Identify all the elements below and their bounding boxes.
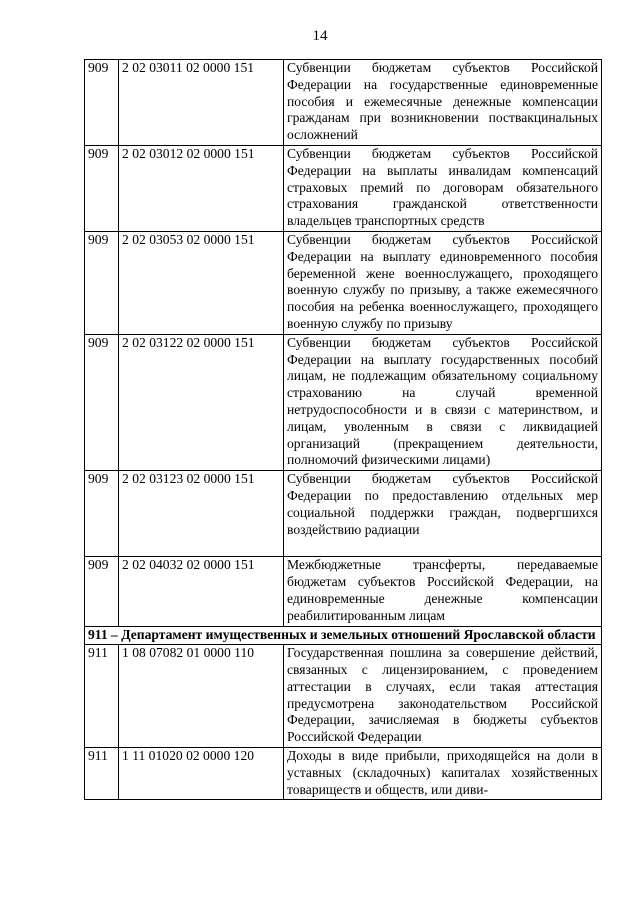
table-row bbox=[85, 334, 602, 470]
admin-code-cell: 911 bbox=[85, 748, 119, 800]
table-row bbox=[85, 145, 602, 231]
revenue-description-cell: Субвенции бюджетам субъектов Российской Федерации на выплату единовременного пособия беременной жене военнослужащего, проходящего военную службу по призыву, а также ежемесячного пособия на ребенка военнослужащего, проходящего военную службу по призыву bbox=[284, 231, 602, 334]
table-row bbox=[85, 471, 602, 557]
admin-code-cell: 909 bbox=[85, 471, 119, 557]
admin-code-cell: 909 bbox=[85, 145, 119, 231]
admin-code-cell: 909 bbox=[85, 334, 119, 470]
revenue-code-cell: 2 02 03053 02 0000 151 bbox=[119, 231, 284, 334]
revenue-code-cell: 2 02 03122 02 0000 151 bbox=[119, 334, 284, 470]
revenue-code-cell: 2 02 04032 02 0000 151 bbox=[119, 557, 284, 626]
table-row bbox=[85, 231, 602, 334]
page-number: 14 bbox=[312, 28, 328, 44]
revenue-description-cell: Субвенции бюджетам субъектов Российской Федерации на выплату государственных пособий лицам, не подлежащим обязательному социальному страхованию на случай временной нетрудоспособности и в связи с материнством, и лицам, уволенным в связи с ликвидацией организаций (прекращением деятельности, полномочий физическими лицами) bbox=[284, 334, 602, 470]
table-row bbox=[85, 60, 602, 146]
revenue-code-cell: 2 02 03012 02 0000 151 bbox=[119, 145, 284, 231]
revenue-description-cell: Межбюджетные трансферты, передаваемые бюджетам субъектов Российской Федерации, на единовременные денежные компенсации реабилитированным лицам bbox=[284, 557, 602, 626]
table-row bbox=[85, 557, 602, 626]
revenue-description-cell: Субвенции бюджетам субъектов Российской Федерации на государственные единовременные пособия и ежемесячные денежные компенсации гражданам при возникновении поствакцинальных осложнений bbox=[284, 60, 602, 146]
table-row bbox=[85, 645, 602, 748]
revenue-description-cell: Государственная пошлина за совершение действий, связанных с лицензированием, с проведением аттестации в случаях, если такая аттестация предусмотрена законодательством Российской Федерации, зачисляемая в бюджеты субъектов Российской Федерации bbox=[284, 645, 602, 748]
admin-code-cell: 909 bbox=[85, 231, 119, 334]
revenue-description-cell: Доходы в виде прибыли, приходящейся на доли в уставных (складочных) капиталах хозяйственных товариществ и обществ, или диви- bbox=[284, 748, 602, 800]
revenue-codes-table bbox=[84, 59, 602, 800]
admin-code-cell: 909 bbox=[85, 60, 119, 146]
revenue-code-cell: 2 02 03011 02 0000 151 bbox=[119, 60, 284, 146]
revenue-description-cell: Субвенции бюджетам субъектов Российской Федерации по предоставлению отдельных мер социальной поддержки граждан, подвергшихся воздействию радиации bbox=[284, 471, 602, 557]
table-row bbox=[85, 748, 602, 800]
section-header-row bbox=[85, 626, 602, 645]
revenue-code-cell: 1 08 07082 01 0000 110 bbox=[119, 645, 284, 748]
revenue-code-cell: 1 11 01020 02 0000 120 bbox=[119, 748, 284, 800]
revenue-description-cell: Субвенции бюджетам субъектов Российской Федерации на выплаты инвалидам компенсаций страховых премий по договорам обязательного страхования гражданской ответственности владельцев транспортных средств bbox=[284, 145, 602, 231]
admin-code-cell: 911 bbox=[85, 645, 119, 748]
section-heading: 911 – Департамент имущественных и земельных отношений Ярославской области bbox=[85, 626, 602, 645]
admin-code-cell: 909 bbox=[85, 557, 119, 626]
revenue-code-cell: 2 02 03123 02 0000 151 bbox=[119, 471, 284, 557]
